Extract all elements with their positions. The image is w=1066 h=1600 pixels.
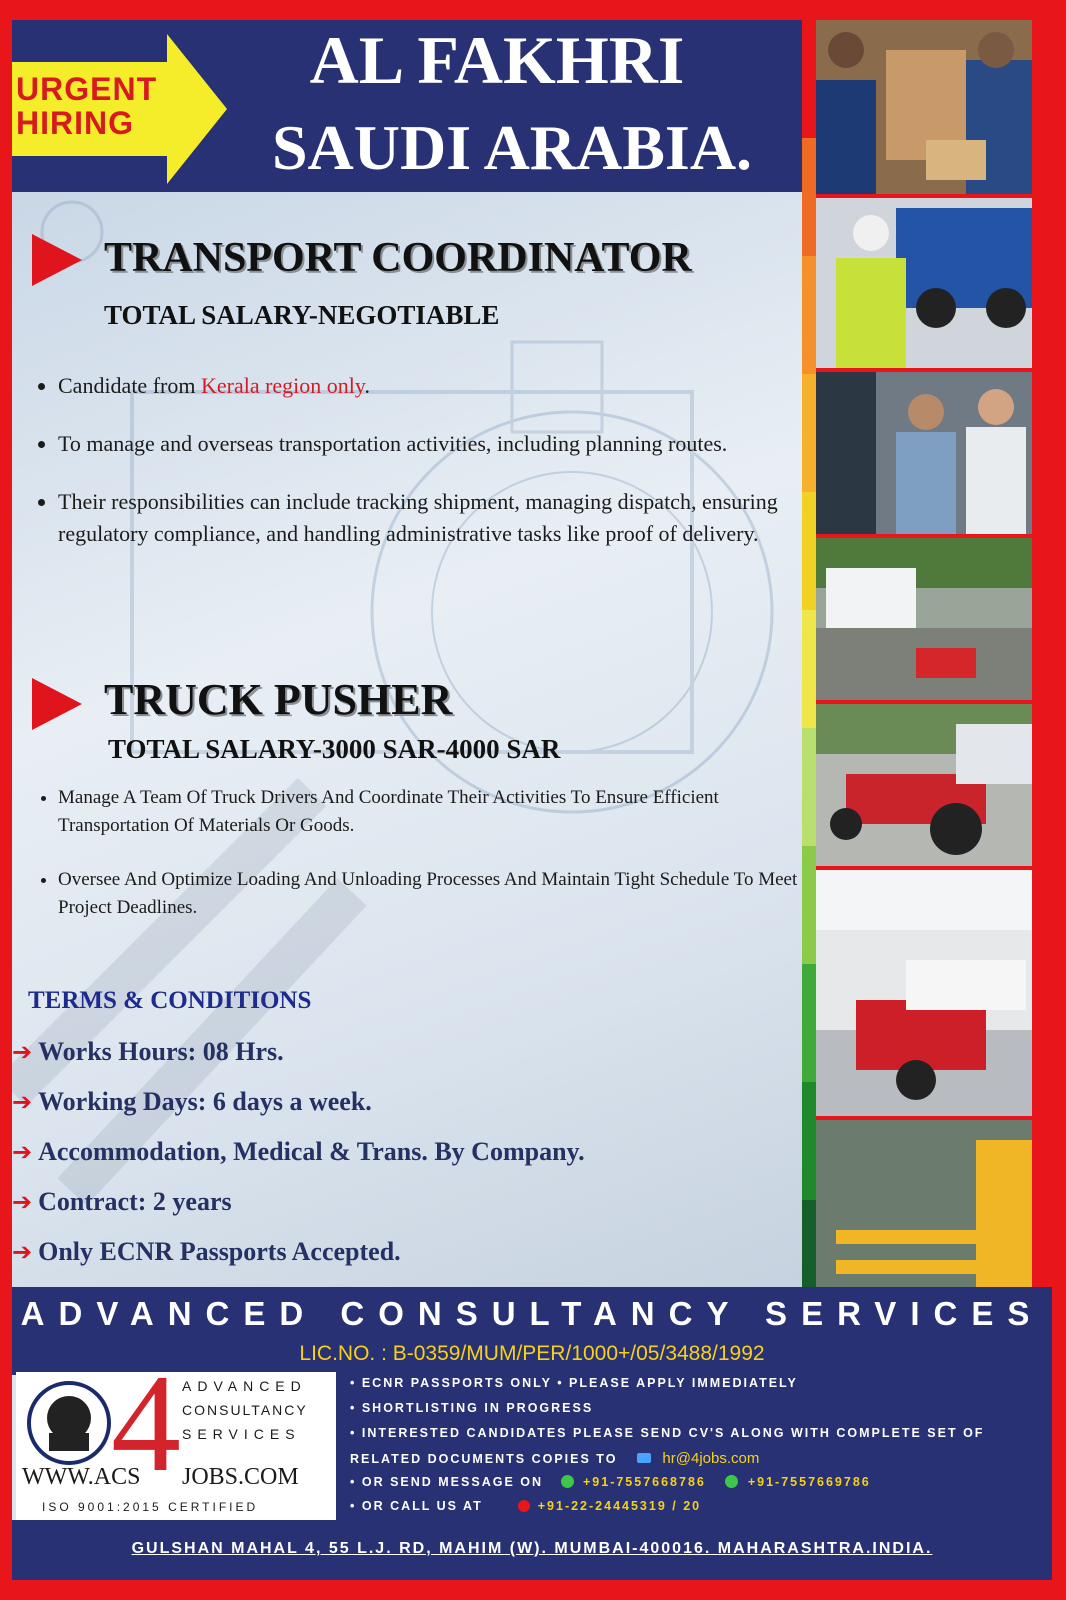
info-call: • OR CALL US AT +91-22-24445319 / 20 xyxy=(350,1499,702,1513)
job-bullets-transport-coordinator xyxy=(34,370,808,576)
arrow-right-icon: ➔ xyxy=(12,1238,33,1266)
photo-warehouse-workers xyxy=(816,20,1032,194)
poster xyxy=(12,20,1052,1580)
term-item: ➔ Accommodation, Medical & Trans. By Company. xyxy=(12,1137,585,1166)
job-bullets-truck-pusher xyxy=(34,784,798,948)
list-item: • Manage A Team Of Truck Drivers And Coordinate Their Activities To Ensure Efficient Transportation Of Materials Or Goods. xyxy=(58,784,798,840)
list-item: • Candidate from Kerala region only. xyxy=(58,370,808,402)
photo-workshop-pusher xyxy=(816,870,1032,1116)
terms-heading: TERMS & CONDITIONS xyxy=(28,987,312,1014)
term-item: ➔ Working Days: 6 days a week. xyxy=(12,1087,372,1116)
header-band xyxy=(12,20,802,192)
term-item: ➔ Works Hours: 08 Hrs. xyxy=(12,1037,284,1066)
whatsapp-icon xyxy=(725,1475,738,1488)
email-icon xyxy=(637,1453,651,1463)
hiring-text: HIRING xyxy=(16,105,134,141)
urgent-hiring-arrow xyxy=(12,34,227,184)
license-number: LIC.NO. : B-0359/MUM/PER/1000+/05/3488/1992 xyxy=(299,1342,765,1365)
list-item: • Oversee And Optimize Loading And Unloading Processes And Maintain Tight Schedule To Meet Project Deadlines. xyxy=(58,866,798,922)
globe-emblem-icon xyxy=(24,1378,114,1468)
phone-icon xyxy=(518,1500,530,1512)
info-shortlisting: • SHORTLISTING IN PROGRESS xyxy=(350,1401,594,1415)
photo-column xyxy=(816,20,1052,1287)
acs-logo-block xyxy=(16,1346,336,1520)
red-triangle-icon xyxy=(32,234,82,286)
phone-number[interactable]: +91-22-24445319 / 20 xyxy=(537,1499,702,1513)
arrow-right-icon: ➔ xyxy=(12,1138,33,1166)
logo-line-advanced: ADVANCED xyxy=(182,1378,307,1394)
list-item: • To manage and overseas transportation activities, including planning routes. xyxy=(58,428,808,460)
whatsapp-icon xyxy=(561,1475,574,1488)
info-ecnr: • ECNR PASSPORTS ONLY • PLEASE APPLY IMMEDIATELY xyxy=(350,1376,798,1390)
photo-red-pusher-machine xyxy=(816,704,1032,866)
arrow-right-icon: ➔ xyxy=(12,1188,33,1216)
company-title: AL FAKHRI xyxy=(309,22,685,98)
email-link[interactable]: hr@4jobs.com xyxy=(662,1450,760,1467)
job-title-transport-coordinator: TRANSPORT COORDINATOR xyxy=(104,235,692,281)
office-address: GULSHAN MAHAL 4, 55 L.J. RD, MAHIM (W). MUMBAI-400016. MAHARASHTRA.INDIA. xyxy=(131,1540,933,1557)
whatsapp-number-2[interactable]: +91-7557669786 xyxy=(747,1475,871,1489)
consultancy-name: ADVANCED CONSULTANCY SERVICES xyxy=(20,1295,1044,1332)
info-message: • OR SEND MESSAGE ON +91-7557668786 +91-7557669786 xyxy=(350,1475,871,1489)
job-salary-transport-coordinator: TOTAL SALARY-NEGOTIABLE xyxy=(104,300,500,330)
job-details-area xyxy=(12,192,802,1287)
arrow-right-icon: ➔ xyxy=(12,1038,33,1066)
logo-number: 4 xyxy=(111,1346,181,1501)
arrow-right-icon: ➔ xyxy=(12,1088,33,1116)
red-triangle-icon xyxy=(32,678,82,730)
term-item: ➔ Only ECNR Passports Accepted. xyxy=(12,1237,401,1266)
iso-certified: ISO 9001:2015 CERTIFIED xyxy=(42,1500,259,1514)
website-left[interactable]: WWW.ACS xyxy=(22,1464,141,1490)
photo-truck-coordinator xyxy=(816,198,1032,368)
urgent-text: URGENT xyxy=(16,71,158,107)
color-gradient-bar xyxy=(802,20,816,1287)
website-right[interactable]: JOBS.COM xyxy=(182,1464,299,1490)
logo-line-services: SERVICES xyxy=(182,1426,301,1442)
job-salary-truck-pusher: TOTAL SALARY-3000 SAR-4000 SAR xyxy=(108,734,561,764)
photo-men-with-tablet xyxy=(816,372,1032,534)
job-title-truck-pusher: TRUCK PUSHER xyxy=(104,675,453,724)
logo-line-consultancy: CONSULTANCY xyxy=(182,1402,308,1418)
photo-van-and-trailer xyxy=(816,538,1032,700)
address-band xyxy=(12,1520,1052,1580)
info-send-cv: • INTERESTED CANDIDATES PLEASE SEND CV'S ALONG WITH COMPLETE SET OF xyxy=(350,1426,985,1440)
whatsapp-number-1[interactable]: +91-7557668786 xyxy=(582,1475,706,1489)
application-info xyxy=(336,1372,1052,1520)
list-item: • Their responsibilities can include tracking shipment, managing dispatch, ensuring regulatory compliance, and handling administrative tasks like proof of delivery. xyxy=(58,486,808,550)
photo-pallet-jack xyxy=(816,1120,1032,1287)
country-title: SAUDI ARABIA. xyxy=(271,112,753,183)
info-send-documents: RELATED DOCUMENTS COPIES TO hr@4jobs.com xyxy=(350,1450,760,1467)
term-item: ➔ Contract: 2 years xyxy=(12,1187,232,1216)
